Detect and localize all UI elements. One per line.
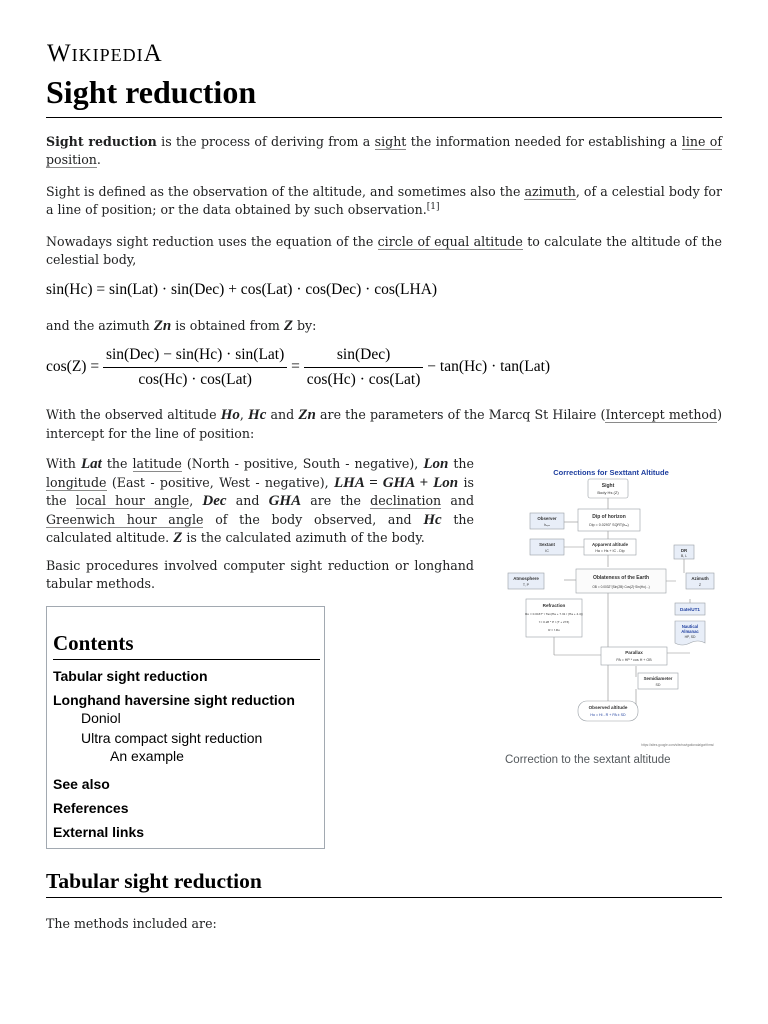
- fraction-1: $\frac{\text{sin(Dec) − sin(Hc) · sin(Lat)}}{\text{cos(Hc) · cos(Lat)}}$: [103, 346, 287, 389]
- azimuth-equation: cos(Z) = $\frac{\text{sin(Dec) − sin(Hc) · sin(Lat)}}{\text{cos(Hc) · cos(Lat)}}$ = $\frac{\text{sin(Dec)}}{\text{cos(Hc) · cos(Lat)}}$ − tan(Hc) · tan(Lat): [46, 346, 551, 388]
- figure-title: Corrections for Sexttant Altitude: [553, 468, 669, 477]
- figure-caption: Correction to the sextant altitude: [505, 754, 671, 766]
- box-atmosphere-sub: T, P: [522, 583, 530, 587]
- procedures-paragraph: Basic procedures involved computer sight reduction or longhand tabular methods.: [46, 558, 474, 591]
- bold-term: Sight reduction: [46, 134, 157, 149]
- link-latitude[interactable]: latitude: [132, 456, 182, 471]
- box-almanac-line2: Almanac: [681, 629, 699, 634]
- box-semidiameter-title: Semidiameter: [643, 676, 673, 681]
- box-refraction-line3: R = f·Ro: [548, 628, 560, 632]
- section-heading-tabular: Tabular sight reduction: [46, 869, 262, 893]
- link-intercept-method[interactable]: Intercept method: [605, 407, 718, 422]
- box-azimuth-title: Azimuth: [691, 576, 709, 581]
- box-azimuth-sub: Z: [698, 583, 702, 587]
- toc-item-references[interactable]: References: [53, 800, 129, 816]
- box-refraction-line1: Ro = 0.0167° / Tan(Ha + 7.31 / (Ha + 4.4)): [525, 612, 583, 616]
- box-almanac-line1: Nautical: [681, 624, 699, 629]
- box-atmosphere-title: Atmosphere: [513, 576, 539, 581]
- box-almanac-line3: HP, SD: [684, 635, 696, 639]
- toc-item-tabular[interactable]: Tabular sight reduction: [53, 668, 208, 684]
- toc-item-doniol[interactable]: Doniol: [81, 710, 121, 726]
- box-observed-sub: Ho = Hi - R + PA ± SD: [590, 713, 626, 717]
- wikipedia-wordmark[interactable]: WIKIPEDIA: [47, 40, 163, 67]
- link-declination[interactable]: declination: [370, 493, 442, 508]
- toc-item-see-also[interactable]: See also: [53, 776, 110, 792]
- box-parallax-title: Parallax: [625, 650, 643, 655]
- box-refraction-line2: f = 0.28 * P / (T + 273): [538, 620, 570, 624]
- box-apparent-title: Apparent altitude: [591, 542, 629, 547]
- box-observer-sub: hₑᵧₑ: [544, 523, 550, 527]
- figure-source-url: https://sites.google.com/site/navigationalalgorithms/: [641, 743, 714, 747]
- azimuth-paragraph: and the azimuth Zn is obtained from Z by:: [46, 318, 317, 334]
- box-dip-title: Dip of horizon: [592, 514, 626, 520]
- toc-item-longhand-haversine[interactable]: Longhand haversine sight reduction: [53, 692, 295, 708]
- page-title: Sight reduction: [46, 74, 257, 110]
- altitude-equation: sin(Hc) = sin(Lat) · sin(Dec) + cos(Lat) · cos(Dec) · cos(LHA): [46, 281, 438, 298]
- box-dip-sub: Dip = 0.0293° SQRT(hₘ): [589, 523, 629, 527]
- box-refraction-title: Refraction: [542, 603, 566, 608]
- box-oblateness-sub: OB = 0.0032°(Sin(2B)·Cos(Z)·Sin(Ho)...): [592, 585, 650, 589]
- box-observed-title: Observed altitude: [588, 705, 628, 710]
- link-greenwich-hour-angle[interactable]: Greenwich hour angle: [46, 511, 204, 527]
- box-semidiameter-sub: SD: [655, 683, 661, 687]
- parameters-paragraph: With the observed altitude Ho, Hc and Zn are the parameters of the Marcq St Hilaire (Intercept method) intercept for the line of position:: [46, 407, 722, 441]
- toc-title: Contents: [53, 631, 320, 660]
- link-longitude[interactable]: longitude: [46, 474, 107, 490]
- box-observer-title: Observer: [537, 516, 557, 521]
- reference-1[interactable]: [1]: [426, 201, 440, 212]
- definition-paragraph: Sight is defined as the observation of the altitude, and sometimes also the azimuth, of a celestial body for a line of position; or the data obtained by such observation.[1]: [46, 184, 723, 217]
- link-local-hour-angle[interactable]: local hour angle: [75, 493, 190, 508]
- box-apparent-sub: Ha = Hs + IC - Dip: [595, 549, 625, 553]
- link-sight[interactable]: sight: [374, 134, 407, 149]
- link-azimuth[interactable]: azimuth: [524, 184, 576, 199]
- box-parallax-sub: PA = HP * cos H + OB: [616, 658, 652, 662]
- sextant-corrections-figure[interactable]: [504, 461, 718, 753]
- table-of-contents: [46, 606, 325, 849]
- box-dr-sub: B, L: [680, 554, 688, 558]
- section-intro-text: The methods included are:: [46, 916, 217, 931]
- fraction-2: $\frac{\text{sin(Dec)}}{\text{cos(Hc) · cos(Lat)}}$: [304, 346, 424, 389]
- section-underline: [46, 897, 722, 898]
- toc-item-an-example[interactable]: An example: [110, 748, 184, 764]
- box-oblateness-title: Oblateness of the Earth: [592, 575, 650, 581]
- box-sight-sub: Body Hs (Z): [597, 490, 619, 495]
- box-sight-title: Sight: [601, 483, 615, 489]
- toc-item-external-links[interactable]: External links: [53, 824, 145, 840]
- intro-paragraph: Sight reduction is the process of deriving from a sight the information needed for establishing a line of position.: [46, 134, 723, 167]
- title-underline: [46, 117, 722, 118]
- toc-item-ultra-compact[interactable]: Ultra compact sight reduction: [81, 730, 263, 746]
- box-date-ut1: Date/UT1: [680, 607, 700, 612]
- nowadays-paragraph: Nowadays sight reduction uses the equation of the circle of equal altitude to calculate the altitude of the celestial body,: [46, 234, 722, 267]
- variables-paragraph: With Lat the latitude (North - positive, South - negative), Lon the longitude (East - positive, West - negative), LHA = GHA + Lon is the local hour angle, Dec and GHA are the declination and Greenwich hour angle of the body observed, and Hc the calculated altitude. Z is the calculated azimuth of the body.: [46, 456, 474, 546]
- link-line-of-position[interactable]: line of position: [46, 134, 723, 167]
- box-dr-title: DR: [680, 548, 688, 553]
- box-sextant-title: Sextant: [539, 542, 555, 547]
- flowchart-diagram: [504, 461, 718, 753]
- box-sextant-sub: IC: [545, 549, 549, 553]
- link-circle-of-equal-altitude[interactable]: circle of equal altitude: [377, 234, 523, 249]
